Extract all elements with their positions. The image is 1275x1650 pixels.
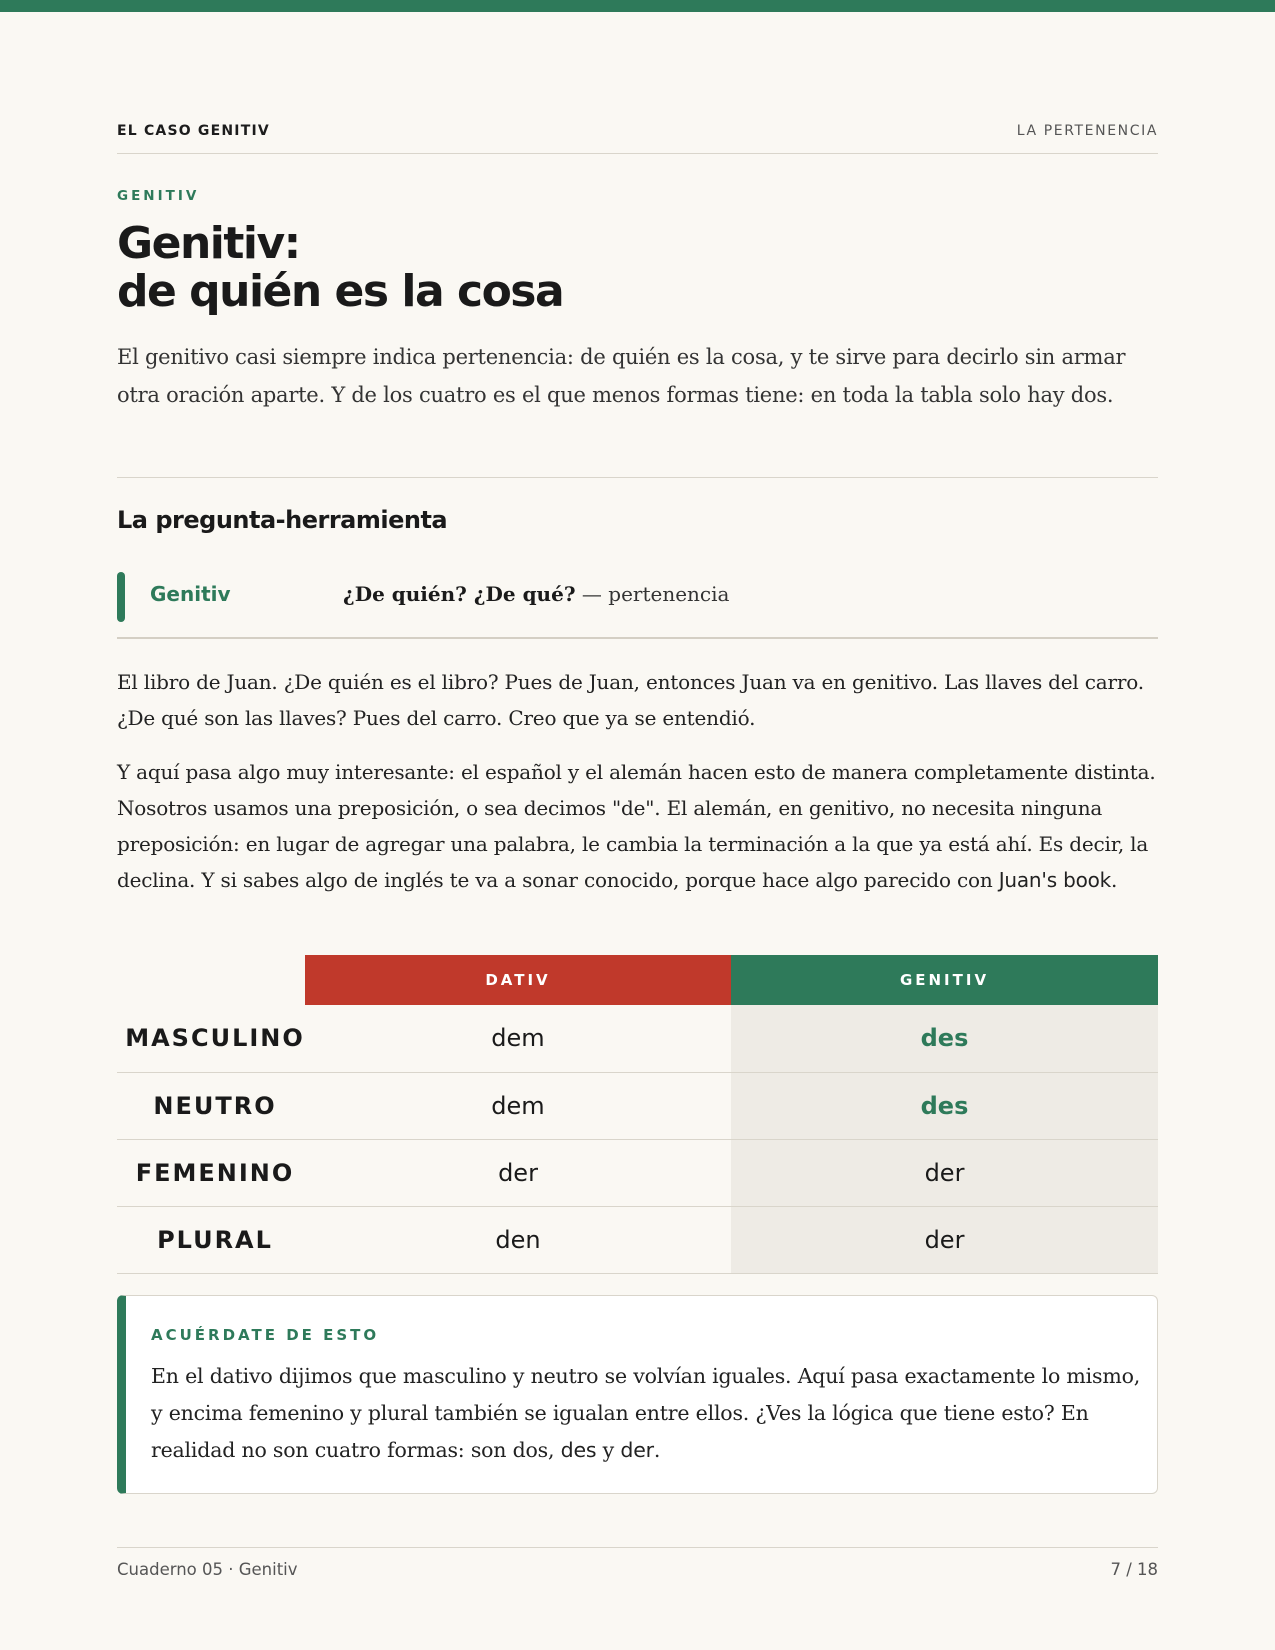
- genitiv-article: des: [731, 1072, 1158, 1139]
- header-blank-cell: [117, 955, 305, 1005]
- callout-conjunction: y: [596, 1438, 621, 1462]
- gender-label: MASCULINO: [117, 1005, 305, 1072]
- callout-text: [151, 1358, 1141, 1469]
- footer-notebook: Cuaderno 05 · Genitiv: [117, 1560, 298, 1579]
- tool-question-text: ¿De quién? ¿De qué?: [343, 582, 576, 606]
- top-accent-bar: [0, 0, 1275, 12]
- title-line-2: de quién es la cosa: [117, 266, 564, 317]
- callout-label: ACUÉRDATE DE ESTO: [151, 1326, 380, 1344]
- lead-paragraph: El genitivo casi siempre indica pertenencia: de quién es la cosa, y te sirve para decirlo sin armar otra oración aparte. Y de los cuatro es el que menos formas tiene: en toda la tabla solo hay dos.: [117, 345, 1126, 407]
- dativ-article: den: [305, 1206, 731, 1273]
- page-number: 7 / 18: [1110, 1560, 1158, 1579]
- tool-question-row: [117, 572, 1158, 622]
- tool-meaning: — pertenencia: [575, 582, 730, 606]
- paragraph-1: El libro de Juan. ¿De quién es el libro? Pues de Juan, entonces Juan va en genitivo. Las llaves del carro. ¿De qué son las llaves? Pues del carro. Creo que ya se entendió.: [117, 670, 1144, 730]
- running-head-title: EL CASO GENITIV: [117, 123, 270, 139]
- page-footer: [117, 1560, 1158, 1579]
- table-row: [117, 1005, 1158, 1072]
- declension-table: [117, 955, 1158, 1274]
- paragraph-2-end: .: [1111, 868, 1118, 892]
- table-row: [117, 1072, 1158, 1139]
- callout-form-der: der: [620, 1438, 654, 1462]
- section-divider: [117, 477, 1158, 478]
- tool-question: [343, 582, 729, 606]
- genitiv-article: der: [731, 1139, 1158, 1206]
- page-title: [117, 220, 563, 316]
- running-head: [117, 123, 1158, 139]
- callout-end: .: [653, 1438, 661, 1462]
- dativ-article: dem: [305, 1072, 731, 1139]
- tool-divider: [117, 637, 1158, 639]
- paragraph-2: [117, 754, 1158, 898]
- title-line-1: Genitiv:: [117, 218, 300, 269]
- section-heading: La pregunta-herramienta: [117, 506, 448, 534]
- dativ-article: dem: [305, 1005, 731, 1072]
- gender-label: PLURAL: [117, 1206, 305, 1273]
- paragraph-2-text: Y aquí pasa algo muy interesante: el español y el alemán hacen esto de manera completamente distinta. Nosotros usamos una preposición, o sea decimos "de". El alemán, en genitivo, no necesita ninguna preposición: en lugar de agregar una palabra, le cambia la terminación a la que ya está ahí. Es decir, la declina. Y si sabes algo de inglés te va a sonar conocido, porque hace algo parecido con: [117, 760, 1156, 892]
- table-row: [117, 1206, 1158, 1273]
- table-row: [117, 1139, 1158, 1206]
- kicker: GENITIV: [117, 188, 200, 204]
- table-header-row: [117, 955, 1158, 1005]
- accent-bar: [117, 572, 125, 622]
- remember-callout: [117, 1295, 1158, 1494]
- genitiv-article: des: [731, 1005, 1158, 1072]
- english-example: Juan's book: [998, 868, 1112, 892]
- gender-label: FEMENINO: [117, 1139, 305, 1206]
- header-genitiv: GENITIV: [731, 955, 1158, 1005]
- genitiv-article: der: [731, 1206, 1158, 1273]
- header-dativ: DATIV: [305, 955, 731, 1005]
- footer-divider: [117, 1547, 1158, 1548]
- callout-body: En el dativo dijimos que masculino y neutro se volvían iguales. Aquí pasa exactamente lo mismo, y encima femenino y plural también se igualan entre ellos. ¿Ves la lógica que tiene esto? En realidad no son cuatro formas: son dos,: [151, 1364, 1141, 1462]
- callout-form-des: des: [560, 1438, 597, 1462]
- gender-label: NEUTRO: [117, 1072, 305, 1139]
- running-head-section: LA PERTENENCIA: [1016, 123, 1158, 139]
- dativ-article: der: [305, 1139, 731, 1206]
- tool-case-name: Genitiv: [150, 582, 231, 606]
- header-divider: [117, 153, 1158, 154]
